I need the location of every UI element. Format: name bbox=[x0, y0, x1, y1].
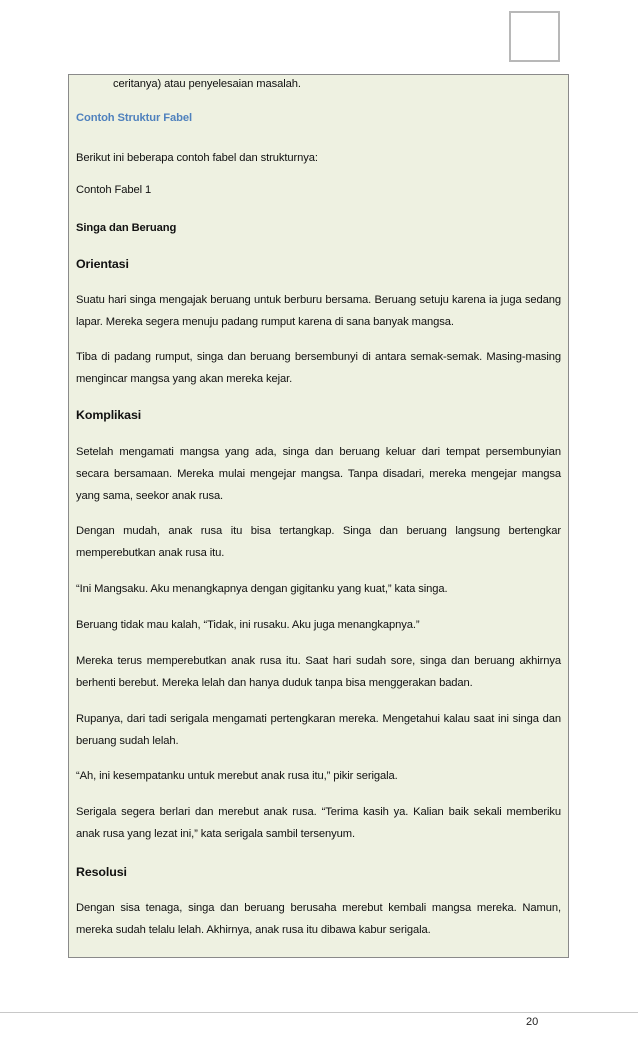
heading-orientasi: Orientasi bbox=[76, 257, 129, 271]
orientasi-paragraph-1: Suatu hari singa mengajak beruang untuk berburu bersama. Beruang setuju karena ia juga sedang lapar. Mereka segera menuju padang rumput karena di sana banyak mangsa. bbox=[76, 294, 561, 328]
komplikasi-paragraph-1: Setelah mengamati mangsa yang ada, singa dan beruang keluar dari tempat persembunyian secara bersamaan. Mereka mulai mengejar mangsa. Tanpa disadari, mereka mengejar mangsa yang sama, seekor anak rusa. bbox=[76, 446, 561, 502]
komplikasi-paragraph-6: Rupanya, dari tadi serigala mengamati pertengkaran mereka. Mengetahui kalau saat ini singa dan beruang sudah lelah. bbox=[76, 713, 561, 747]
orientasi-paragraph-2: Tiba di padang rumput, singa dan beruang bersembunyi di antara semak-semak. Masing-masing mengincar mangsa yang akan mereka kejar. bbox=[76, 351, 561, 385]
corner-frame bbox=[509, 11, 560, 62]
komplikasi-paragraph-7: “Ah, ini kesempatanku untuk merebut anak rusa itu,” pikir serigala. bbox=[76, 770, 398, 782]
heading-komplikasi: Komplikasi bbox=[76, 408, 142, 422]
story-title: Singa dan Beruang bbox=[76, 222, 177, 234]
page-number: 20 bbox=[526, 1016, 539, 1028]
komplikasi-paragraph-5: Mereka terus memperebutkan anak rusa itu. Saat hari sudah sore, singa dan beruang akhirnya berhenti berebut. Mereka lelah dan hanya duduk tanpa bisa menggerakan badan. bbox=[76, 655, 561, 689]
resolusi-paragraph-1: Dengan sisa tenaga, singa dan beruang berusaha merebut kembali mangsa mereka. Namun, mereka sudah telalu lelah. Akhirnya, anak rusa itu dibawa kabur serigala. bbox=[76, 902, 561, 936]
footer-divider bbox=[0, 1012, 638, 1013]
komplikasi-paragraph-2: Dengan mudah, anak rusa itu bisa tertangkap. Singa dan beruang langsung bertengkar memperebutkan anak rusa itu. bbox=[76, 525, 561, 559]
heading-resolusi: Resolusi bbox=[76, 865, 127, 879]
example-label: Contoh Fabel 1 bbox=[76, 184, 152, 196]
komplikasi-paragraph-8: Serigala segera berlari dan merebut anak rusa. “Terima kasih ya. Kalian baik sekali memberiku anak rusa yang lezat ini,” kata serigala sambil tersenyum. bbox=[76, 806, 561, 840]
komplikasi-paragraph-4: Beruang tidak mau kalah, “Tidak, ini rusaku. Aku juga menangkapnya.” bbox=[76, 619, 420, 631]
content-panel bbox=[68, 74, 569, 958]
intro-text: Berikut ini beberapa contoh fabel dan strukturnya: bbox=[76, 152, 318, 164]
section-heading-struktur: Contoh Struktur Fabel bbox=[76, 112, 192, 124]
komplikasi-paragraph-3: “Ini Mangsaku. Aku menangkapnya dengan gigitanku yang kuat,” kata singa. bbox=[76, 583, 448, 595]
continuation-line: ceritanya) atau penyelesaian masalah. bbox=[113, 78, 301, 90]
